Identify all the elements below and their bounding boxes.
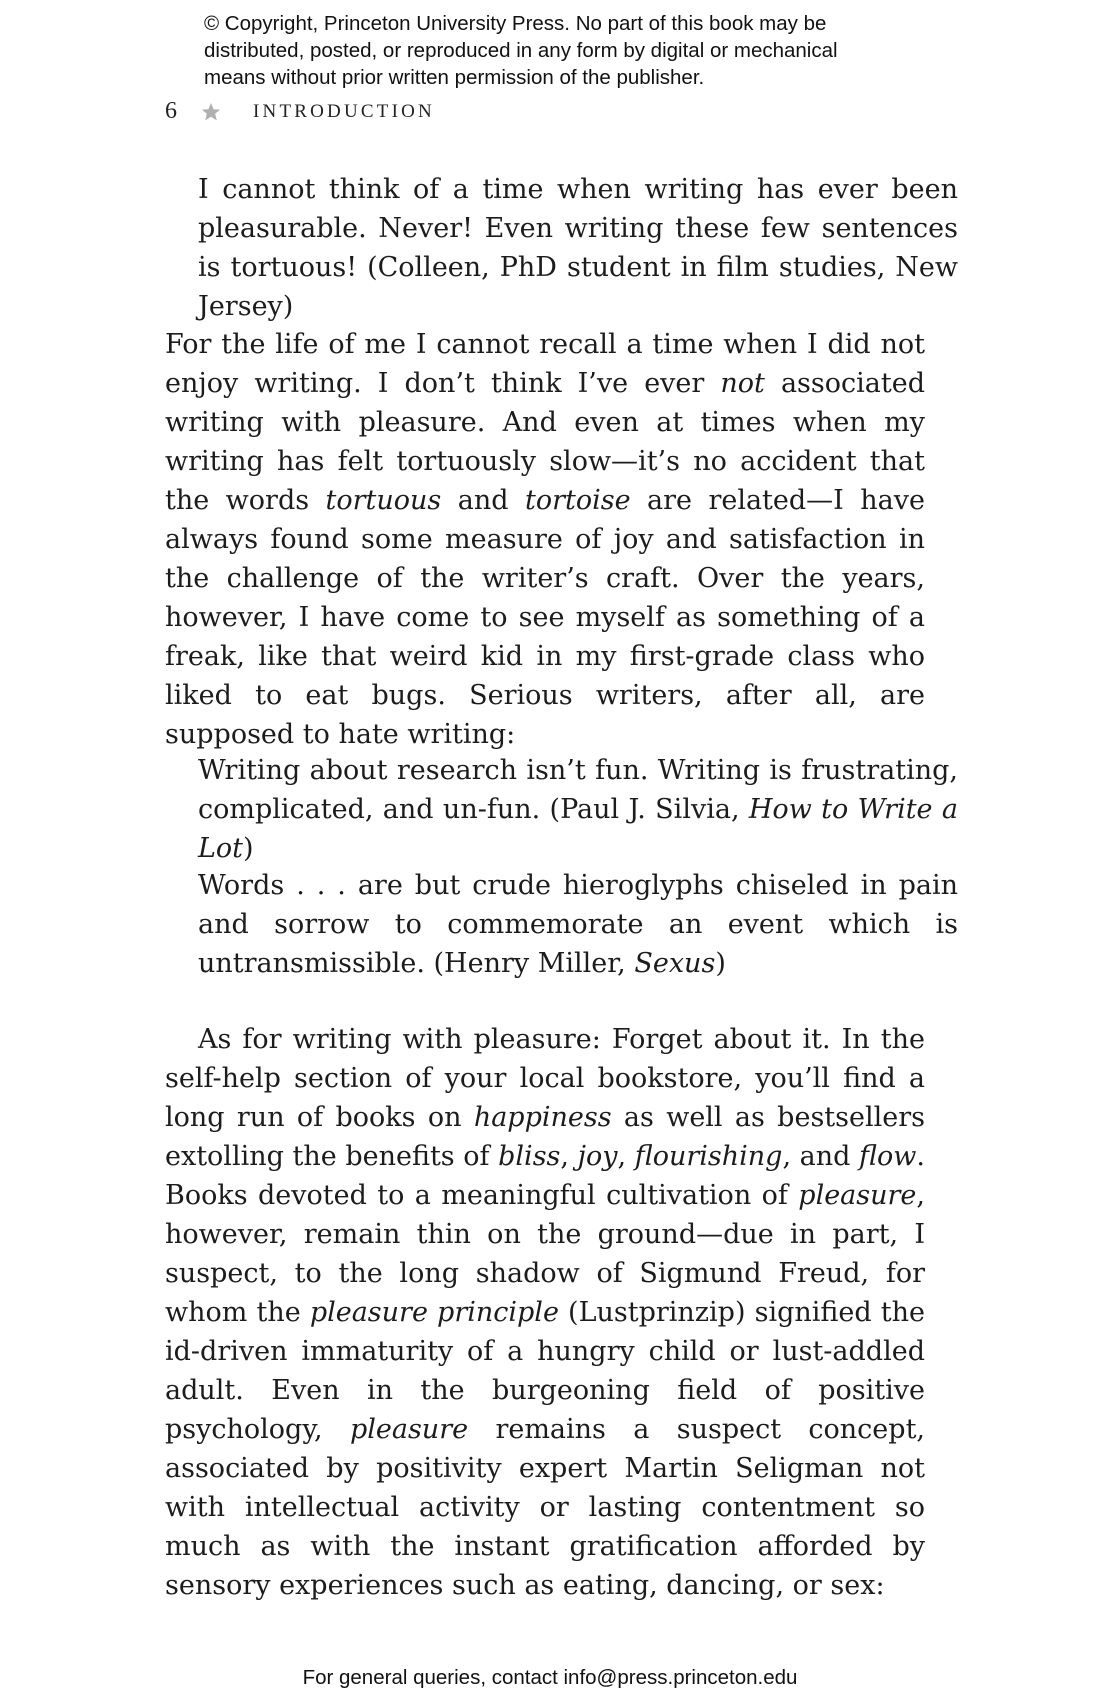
star-icon: [201, 102, 221, 122]
page-number: 6: [165, 98, 177, 124]
paragraph-text: For the life of me I cannot recall a time when I did not enjoy writing. I don’t think I’ve ever not associated writing with pleasure. And even at times when my writing has felt tortuously slow—it’s no accident that the words tortuous and tortoise are related—I have always found some measure of joy and satisfaction in the challenge of the writer’s craft. Over the years, however, I have come to see myself as something of a freak, like that weird kid in my first-grade class who liked to eat bugs. Serious writers, after all, are supposed to hate writing:: [165, 329, 926, 750]
block-quote-silvia: [165, 751, 958, 868]
quote-text: Writing about research isn’t fun. Writing is frustrating, complicated, and un-fun. (Paul J. Silvia, How to Write a Lot): [198, 755, 958, 864]
copyright-line-2: distributed, posted, or reproduced in any form by digital or mechanical: [204, 39, 838, 62]
copyright-line-1: © Copyright, Princeton University Press. No part of this book may be: [204, 12, 827, 35]
paragraph-text: As for writing with pleasure: Forget about it. In the self-help section of your local bookstore, you’ll find a long run of books on happiness as well as bestsellers extolling the benefits of bliss, joy, flourishing, and flow. Books devoted to a meaningful cultivation of pleasure, however, remain thin on the ground—due in part, I suspect, to the long shadow of Sigmund Freud, for whom the pleasure principle (Lustprinzip) signified the id-driven immaturity of a hungry child or lust-addled adult. Even in the burgeoning field of positive psychology, pleasure remains a suspect concept, associated by positivity expert Martin Seligman not with intellectual activity or lasting contentment so much as with the instant gratification afforded by sensory experiences such as eating, dancing, or sex:: [165, 1024, 926, 1601]
body-paragraph-1: [165, 325, 925, 754]
block-quote-miller: [165, 866, 958, 983]
quote-text: I cannot think of a time when writing has ever been pleasurable. Never! Even writing these few sentences is tortuous! (Colleen, PhD student in film studies, New Jersey): [198, 174, 958, 322]
running-head: [165, 98, 435, 125]
section-title: INTRODUCTION: [253, 100, 435, 122]
body-paragraph-2: [165, 1020, 925, 1605]
block-quote-colleen: [165, 170, 958, 326]
copyright-notice: [204, 10, 924, 91]
copyright-line-3: means without prior written permission of the publisher.: [204, 66, 705, 89]
footer-contact: For general queries, contact info@press.princeton.edu: [302, 1666, 798, 1689]
quote-text: Words . . . are but crude hieroglyphs chiseled in pain and sorrow to commemorate an event which is untransmissible. (Henry Miller, Sexus): [198, 870, 958, 979]
